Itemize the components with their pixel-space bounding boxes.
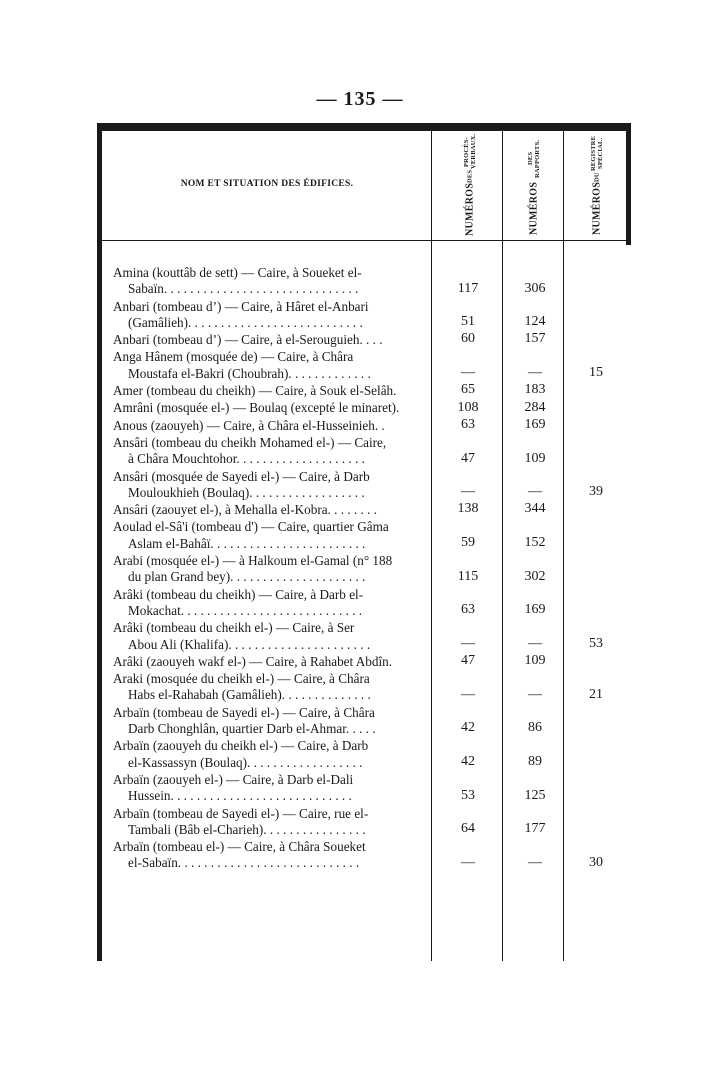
entry-name xyxy=(113,502,433,518)
entry-name xyxy=(113,620,433,653)
table-row xyxy=(113,553,720,586)
registre-number: 53 xyxy=(589,635,603,651)
entry-line: Tambali (Bâb el-Charieh). . . . . . . . . . . . . . . . xyxy=(128,821,366,837)
entry-line: Arbaïn (tombeau de Sayedi el-) — Caire, rue el- xyxy=(113,805,369,821)
rapport-number: 302 xyxy=(524,568,546,584)
column-header-name: NOM ET SITUATION DES ÉDIFICES. xyxy=(180,179,354,189)
entry-line: à Châra Mouchtohor. . . . . . . . . . . . . . . . . . . . xyxy=(128,451,365,467)
entry-name xyxy=(113,587,433,620)
rapport-number: 169 xyxy=(524,602,546,618)
entry-name xyxy=(113,839,433,872)
column-header-rapports xyxy=(510,135,558,235)
entry-line: Arâki (tombeau du cheikh el-) — Caire, à Ser xyxy=(113,620,355,636)
rapport-number: 284 xyxy=(524,399,546,415)
rapport-number: 169 xyxy=(524,416,546,432)
entry-name xyxy=(113,332,433,348)
proces-verbal-number: 53 xyxy=(461,787,475,803)
rapport-number: 125 xyxy=(524,787,546,803)
rapport-number: 86 xyxy=(528,720,542,736)
entry-line: du plan Grand bey). . . . . . . . . . . . . . . . . . . . . xyxy=(128,569,366,585)
proces-verbal-number: 47 xyxy=(461,450,475,466)
entry-name xyxy=(113,705,433,738)
entry-name xyxy=(113,738,433,771)
table-row xyxy=(113,587,720,620)
table-row xyxy=(113,383,720,399)
entry-line: Habs el-Rahabah (Gamâlieh). . . . . . . . . . . . . . xyxy=(128,687,371,703)
table-left-rule xyxy=(97,123,102,961)
entry-line: Anbari (tombeau d’) — Caire, à el-Serouguieh. . . . xyxy=(113,332,383,348)
proces-verbal-number: 63 xyxy=(461,602,475,618)
entry-line: Arbaïn (tombeau de Sayedi el-) — Caire, à Châra xyxy=(113,704,375,720)
proces-verbal-number: 42 xyxy=(461,720,475,736)
rapport-number: 157 xyxy=(524,331,546,347)
entry-name xyxy=(113,383,433,399)
entry-line: Anous (zaouyeh) — Caire, à Châra el-Husseinieh. . xyxy=(113,417,385,433)
proces-verbal-number: — xyxy=(461,635,475,651)
table-row xyxy=(113,806,720,839)
rapport-number: 177 xyxy=(524,821,546,837)
rapport-number: 344 xyxy=(524,501,546,517)
registre-number: 39 xyxy=(589,484,603,500)
column-header-label: NUMÉROS xyxy=(464,182,476,236)
page-number: — 135 — xyxy=(316,88,404,110)
entry-line: el-Kassassyn (Boulaq). . . . . . . . . . . . . . . . . . xyxy=(128,754,363,770)
column-header-label: DU xyxy=(593,171,601,182)
entry-line: el-Sabaïn. . . . . . . . . . . . . . . . . . . . . . . . . . . . xyxy=(128,855,360,871)
entry-line: Hussein. . . . . . . . . . . . . . . . . . . . . . . . . . . . xyxy=(128,788,352,804)
entry-line: Ansâri (zaouyet el-), à Mehalla el-Kobra. . . . . . . . xyxy=(113,502,378,518)
proces-verbal-number: 65 xyxy=(461,382,475,398)
entry-line: Ansâri (tombeau du cheikh Mohamed el-) — Caire, xyxy=(113,434,387,450)
entry-line: Arbaïn (zaouyeh du cheikh el-) — Caire, à Darb xyxy=(113,738,369,754)
proces-verbal-number: 51 xyxy=(461,314,475,330)
column-header-label: DES RAPPORTS. xyxy=(527,139,541,178)
rapport-number: 306 xyxy=(524,280,546,296)
table-row xyxy=(113,519,720,552)
column-header-label: PROCÈS-VERBAUX. xyxy=(463,134,477,170)
entry-name xyxy=(113,553,433,586)
registre-number: 21 xyxy=(589,686,603,702)
table-row xyxy=(113,839,720,872)
proces-verbal-number: — xyxy=(461,484,475,500)
proces-verbal-number: — xyxy=(461,686,475,702)
table-top-rule xyxy=(97,123,631,131)
entry-name xyxy=(113,654,433,670)
rapport-number: — xyxy=(528,365,542,381)
column-header-registre xyxy=(571,135,623,235)
rapport-number: — xyxy=(528,686,542,702)
rapport-number: 109 xyxy=(524,450,546,466)
proces-verbal-number: 117 xyxy=(457,280,479,296)
proces-verbal-number: — xyxy=(461,854,475,870)
entry-line: Darb Chonghlân, quartier Darb el-Ahmar. . . . . xyxy=(128,721,376,737)
table-row xyxy=(113,671,720,704)
rapport-number: 89 xyxy=(528,753,542,769)
entry-line: Abou Ali (Khalifa). . . . . . . . . . . . . . . . . . . . . . xyxy=(128,636,371,652)
entry-line: Arabi (mosquée el-) — à Halkoum el-Gamal (n° 188 xyxy=(113,553,393,569)
entry-name xyxy=(113,349,433,382)
entry-line: Sabaïn. . . . . . . . . . . . . . . . . . . . . . . . . . . . . . xyxy=(128,281,359,297)
entry-name xyxy=(113,671,433,704)
entry-line: Aoulad el-Sâ'i (tombeau d') — Caire, quartier Gâma xyxy=(113,519,389,535)
table-row xyxy=(113,299,720,332)
table-row xyxy=(113,349,720,382)
entry-name xyxy=(113,519,433,552)
entry-line: Amrâni (mosquée el-) — Boulaq (excepté le minaret). xyxy=(113,400,400,416)
table-row xyxy=(113,469,720,502)
registre-number: 15 xyxy=(589,365,603,381)
proces-verbal-number: 115 xyxy=(457,568,479,584)
column-header-label: NUMÉROS xyxy=(591,181,603,235)
rapport-number: — xyxy=(528,635,542,651)
rapport-number: 109 xyxy=(524,653,546,669)
rapport-number: 183 xyxy=(524,382,546,398)
proces-verbal-number: 138 xyxy=(457,501,479,517)
entry-name xyxy=(113,299,433,332)
rapport-number: — xyxy=(528,854,542,870)
column-header-label: DES xyxy=(466,169,474,183)
rapport-number: 152 xyxy=(524,535,546,551)
entry-line: Ansâri (mosquée de Sayedi el-) — Caire, à Darb xyxy=(113,468,370,484)
table-row xyxy=(113,265,720,298)
entry-name xyxy=(113,418,433,434)
column-header-proces-verbaux xyxy=(442,135,498,235)
entry-line: Mouloukhieh (Boulaq). . . . . . . . . . . . . . . . . . xyxy=(128,484,365,500)
entry-line: (Gamâlieh). . . . . . . . . . . . . . . . . . . . . . . . . . . xyxy=(128,314,363,330)
proces-verbal-number: 60 xyxy=(461,331,475,347)
registre-number: 30 xyxy=(589,854,603,870)
entry-line: Araki (mosquée du cheikh el-) — Caire, à Châra xyxy=(113,671,370,687)
proces-verbal-number: 108 xyxy=(457,399,479,415)
entry-name xyxy=(113,400,433,416)
table-row xyxy=(113,502,720,518)
entry-line: Mokachat. . . . . . . . . . . . . . . . . . . . . . . . . . . . xyxy=(128,602,363,618)
proces-verbal-number: 47 xyxy=(461,653,475,669)
entry-line: Anga Hânem (mosquée de) — Caire, à Châra xyxy=(113,349,354,365)
entry-line: Aslam el-Bahâï. . . . . . . . . . . . . . . . . . . . . . . . xyxy=(128,535,366,551)
table-row xyxy=(113,738,720,771)
entry-line: Moustafa el-Bakri (Choubrah). . . . . . . . . . . . . xyxy=(128,365,371,381)
proces-verbal-number: 59 xyxy=(461,535,475,551)
entry-line: Anbari (tombeau d’) — Caire, à Hâret el-Anbari xyxy=(113,298,369,314)
proces-verbal-number: 63 xyxy=(461,416,475,432)
entry-name xyxy=(113,469,433,502)
table-row xyxy=(113,654,720,670)
entry-line: Arbaïn (zaouyeh el-) — Caire, à Darb el-Dali xyxy=(113,771,354,787)
proces-verbal-number: — xyxy=(461,365,475,381)
table-row xyxy=(113,332,720,348)
column-header-label: REGISTRE SPÉCIAL. xyxy=(590,135,604,172)
proces-verbal-number: 42 xyxy=(461,753,475,769)
table-row xyxy=(113,400,720,416)
table-row xyxy=(113,435,720,468)
table-right-rule xyxy=(626,123,631,245)
entry-name xyxy=(113,265,433,298)
table-row xyxy=(113,418,720,434)
table-row xyxy=(113,620,720,653)
entry-name xyxy=(113,435,433,468)
entry-line: Amer (tombeau du cheikh) — Caire, à Souk el-Selâh. xyxy=(113,383,397,399)
header-rule xyxy=(102,240,626,241)
table-row xyxy=(113,772,720,805)
entry-line: Amina (kouttâb de sett) — Caire, à Soueket el- xyxy=(113,265,362,280)
table-row xyxy=(113,705,720,738)
proces-verbal-number: 64 xyxy=(461,821,475,837)
entry-line: Arâki (tombeau du cheikh) — Caire, à Darb el- xyxy=(113,586,364,602)
column-header-label: NUMÉROS xyxy=(528,181,540,235)
entry-name xyxy=(113,772,433,805)
entry-line: Arbaïn (tombeau el-) — Caire, à Châra Soueket xyxy=(113,839,366,855)
entry-name xyxy=(113,806,433,839)
rapport-number: — xyxy=(528,484,542,500)
entry-list xyxy=(113,265,720,873)
entry-line: Arâki (zaouyeh wakf el-) — Caire, à Rahabet Abdîn. xyxy=(113,653,393,669)
rapport-number: 124 xyxy=(524,314,546,330)
